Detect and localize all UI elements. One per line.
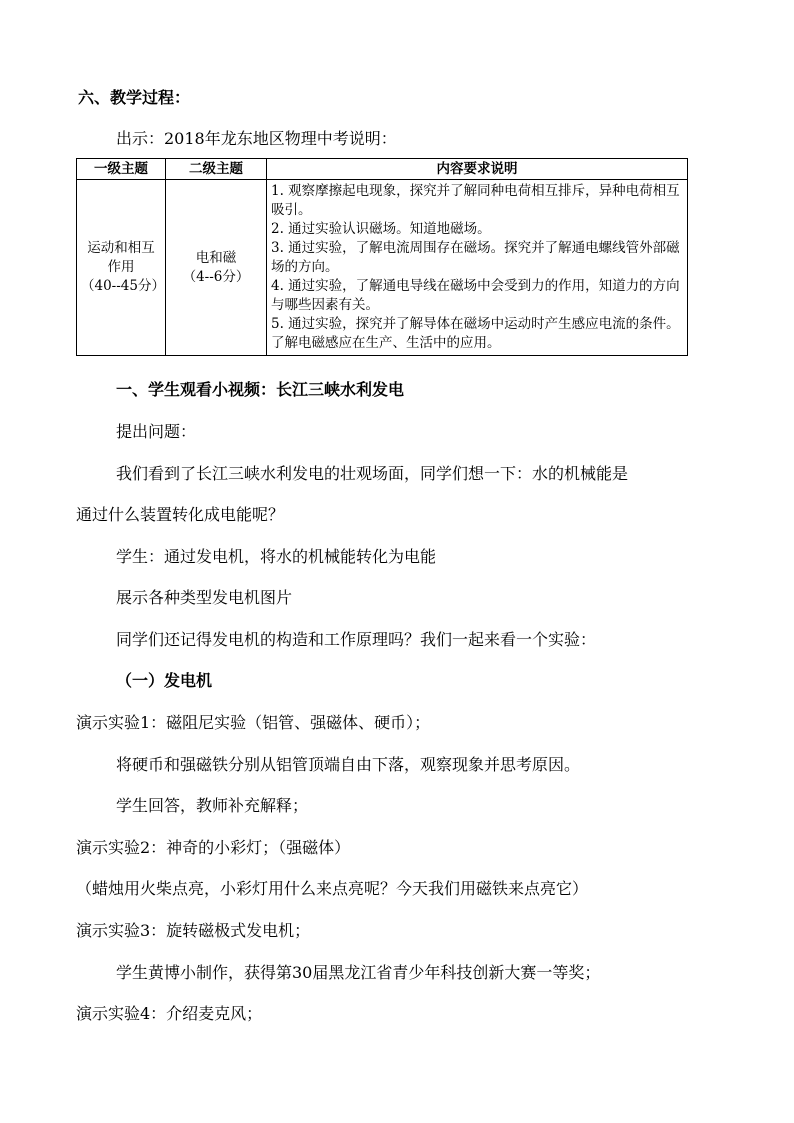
paragraph: 通过什么装置转化成电能呢？	[76, 505, 285, 524]
exam-requirements-table	[76, 158, 688, 356]
paragraph: 提出问题：	[116, 422, 197, 441]
level1-line: 运动和相互	[87, 240, 155, 256]
demo-experiment-2: 演示实验2：神奇的小彩灯；（强磁体）	[76, 838, 351, 857]
paragraph: 我们看到了长江三峡水利发电的壮观场面，同学们想一下：水的机械能是	[116, 464, 629, 483]
requirement-item: 4. 通过实验，了解通电导线在磁场中会受到力的作用，知道力的方向与哪些因素有关。	[271, 278, 680, 313]
table-row	[77, 180, 688, 356]
level1-line: （40--45分）	[81, 278, 165, 294]
content-requirements-cell	[267, 180, 688, 356]
paragraph: （蜡烛用火柴点亮，小彩灯用什么来点亮呢？今天我们用磁铁来点亮它）	[76, 879, 589, 898]
paragraph: 展示各种类型发电机图片	[116, 588, 293, 607]
requirement-item: 5. 通过实验，探究并了解导体在磁场中运动时产生感应电流的条件。了解电磁感应在生产、生活中的应用。	[271, 316, 680, 351]
table-header-row	[77, 159, 688, 180]
demo-experiment-3: 演示实验3：旋转磁极式发电机；	[76, 921, 311, 940]
heading-video: 一、学生观看小视频：长江三峡水利发电	[116, 380, 405, 399]
paragraph: 将硬币和强磁铁分别从铝管顶端自由下落，观察现象并思考原因。	[116, 755, 581, 774]
level2-topic-cell	[166, 180, 267, 356]
table-header-level2: 二级主题	[166, 159, 267, 180]
demo-experiment-4: 演示实验4：介绍麦克风；	[76, 1004, 263, 1023]
demo-experiment-1: 演示实验1：磁阻尼实验（铝管、强磁体、硬币）；	[76, 713, 431, 732]
paragraph: 学生回答，教师补充解释；	[116, 796, 309, 815]
level1-line: 作用	[107, 259, 135, 275]
table-header-level1: 一级主题	[77, 159, 166, 180]
requirement-item: 1. 观察摩擦起电现象，探究并了解同种电荷相互排斥，异种电荷相互吸引。	[271, 183, 680, 218]
level2-line: 电和磁	[195, 249, 237, 266]
paragraph: 同学们还记得发电机的构造和工作原理吗？我们一起来看一个实验：	[116, 630, 597, 649]
heading-generator: （一）发电机	[116, 671, 213, 690]
requirement-item: 2. 通过实验认识磁场。知道地磁场。	[271, 221, 491, 237]
level2-line: （4--6分）	[182, 268, 250, 285]
paragraph: 学生：通过发电机，将水的机械能转化为电能	[116, 547, 437, 566]
requirement-item: 3. 通过实验，了解电流周围存在磁场。探究并了解通电螺线管外部磁场的方向。	[271, 240, 680, 275]
intro-text: 出示：2018年龙东地区物理中考说明：	[116, 129, 397, 148]
paragraph: 学生黄博小制作，获得第30届黑龙江省青少年科技创新大赛一等奖；	[116, 963, 601, 982]
table-header-content: 内容要求说明	[267, 159, 688, 180]
level1-topic-cell	[77, 180, 166, 356]
section-heading: 六、教学过程：	[78, 88, 191, 107]
